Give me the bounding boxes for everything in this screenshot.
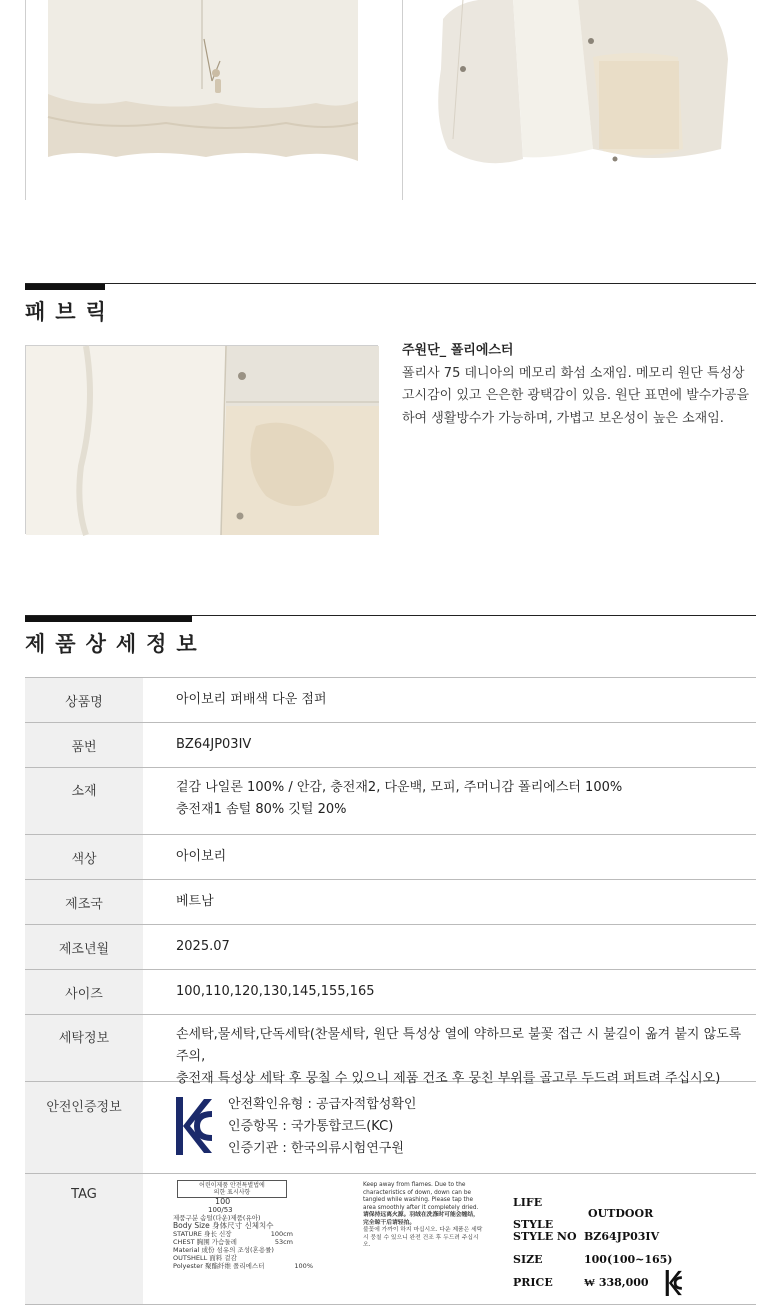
tag-value: BZ64JP03IV [584,1229,660,1243]
material-line: 충전재1 솜털 80% 깃털 20% [176,802,347,817]
product-spec-table [25,677,756,1305]
tag-notice-box [177,1180,287,1198]
tag-text: 53cm [274,1238,293,1246]
table-row [25,723,756,768]
jacket-open-image [403,0,757,201]
tag-size-sub: 100/53 [208,1206,233,1214]
row-value: 아이보리 [176,849,227,864]
tag-key: STYLE NO [513,1229,577,1243]
tag-value: 100(100~165) [584,1252,673,1266]
table-row [25,880,756,925]
row-label: 품번 [25,723,143,767]
row-label: 소재 [25,768,143,834]
row-label: 안전인증정보 [25,1082,143,1173]
section-accent-bar [25,615,192,622]
tag-text: Polyester 聚酯纤维 폴리에스터 [173,1262,265,1270]
tag-text: 100% [294,1262,313,1270]
fabric-section-title: 패브릭 [25,300,116,324]
tag-value: OUTDOOR [588,1206,654,1220]
tag-value: ₩ 338,000 [584,1275,649,1289]
tag-text: STATURE 身长 신장 [173,1230,232,1238]
tag-text: 제품구분 솜털(다운)제품(유아) [173,1214,261,1222]
row-label: 사이즈 [25,970,143,1014]
row-value [143,768,756,834]
fabric-line: 고시감이 있고 은은한 광택감이 있음. 원단 표면에 발수가공을 [402,388,750,403]
section-divider [25,283,756,284]
jacket-hem-image [26,0,379,201]
tag-text: 어린이제품 안전특별법에 [199,1182,265,1189]
tag-text: 불꽃에 가까이 하지 마십시오. 다운 제품은 세탁 시 뭉칠 수 있으니 완전 건조 후 두드려 주십시오. [363,1227,483,1248]
tag-care-text [363,1182,483,1250]
product-photo-right [402,0,756,200]
tag-size-num: 100 [215,1197,231,1206]
row-value: 2025.07 [176,939,230,954]
wash-line: 충전재 특성상 세탁 후 뭉칠 수 있으니 제품 건조 후 뭉친 부위를 골고루 두드려 퍼트려 주십시오) [176,1071,721,1086]
table-row [25,768,756,835]
tag-text: Material 成份 섬유의 조성(혼용률) [173,1246,274,1254]
row-value: 100,110,120,130,145,155,165 [176,984,375,999]
kc-agency: 인증기관 : 한국의류시험연구원 [228,1141,404,1156]
tag-price-label [513,1195,723,1294]
tag-text: 请保持远离火源。羽绒在洗涤时可能会缠结，完全晾干后请轻拍。 [363,1212,479,1226]
tag-key: PRICE [513,1275,553,1289]
tag-text: CHEST 胸围 가슴둘레 [173,1238,237,1246]
section-accent-bar [25,283,105,290]
material-line: 겉감 나일론 100% / 안감, 충전재2, 다운백, 모피, 주머니감 폴리에스터 100% [176,780,623,795]
table-row [25,1082,756,1174]
tag-text: Body Size 身体尺寸 신체치수 [173,1221,274,1230]
row-value: 베트남 [176,894,214,909]
table-row [25,970,756,1015]
table-row [25,1015,756,1086]
fabric-closeup-image [25,345,378,534]
row-value: BZ64JP03IV [176,737,252,752]
table-row [25,835,756,880]
kc-info [213,1094,416,1161]
row-value [143,1015,756,1086]
kc-type: 안전확인유형 : 공급자적합성확인 [228,1097,417,1112]
row-label: 세탁정보 [25,1015,143,1081]
tag-text: Keep away from flames. Due to the characteristics of down, down can be tangled while washing. Please tap the area smoothly after it completely dried. [363,1182,479,1211]
row-label: 제조년월 [25,925,143,969]
row-value [143,1082,756,1173]
table-row [25,925,756,970]
tag-key: LIFE STYLE [513,1195,554,1231]
tag-image [143,1174,756,1304]
row-label: 제조국 [25,880,143,924]
tag-text: 의한 표시사항 [213,1189,251,1196]
kc-item: 인증항목 : 국가통합코드(KC) [228,1119,394,1134]
table-row [25,1174,756,1305]
fabric-description [402,340,756,430]
section-divider [25,615,756,616]
fabric-line: 하여 생활방수가 가능하며, 가볍고 보온성이 높은 소재임. [402,410,724,426]
product-photo-left [25,0,378,200]
wash-line: 손세탁,물세탁,단독세탁(찬물세탁, 원단 특성상 열에 약하므로 불꽃 접근 시 불길이 옮겨 붙지 않도록 주의, [176,1027,742,1064]
row-label: 상품명 [25,678,143,722]
kc-mark-icon [176,1097,213,1155]
row-label: 색상 [25,835,143,879]
fabric-line: 폴리사 75 데니아의 메모리 화섬 소재임. 메모리 원단 특성상 [402,365,745,381]
tag-text: OUTSHELL 面料 겉감 [173,1254,237,1262]
table-row [25,678,756,723]
tag-text: 100cm [270,1230,293,1238]
tag-key: SIZE [513,1252,543,1266]
tag-size-label [173,1180,323,1310]
fabric-heading: 주원단_ 폴리에스터 [402,343,514,358]
kc-mark-icon [665,1270,683,1296]
row-value: 아이보리 퍼배색 다운 점퍼 [176,692,327,707]
details-section-title: 제품상세정보 [25,632,207,656]
row-label: TAG [25,1174,143,1304]
